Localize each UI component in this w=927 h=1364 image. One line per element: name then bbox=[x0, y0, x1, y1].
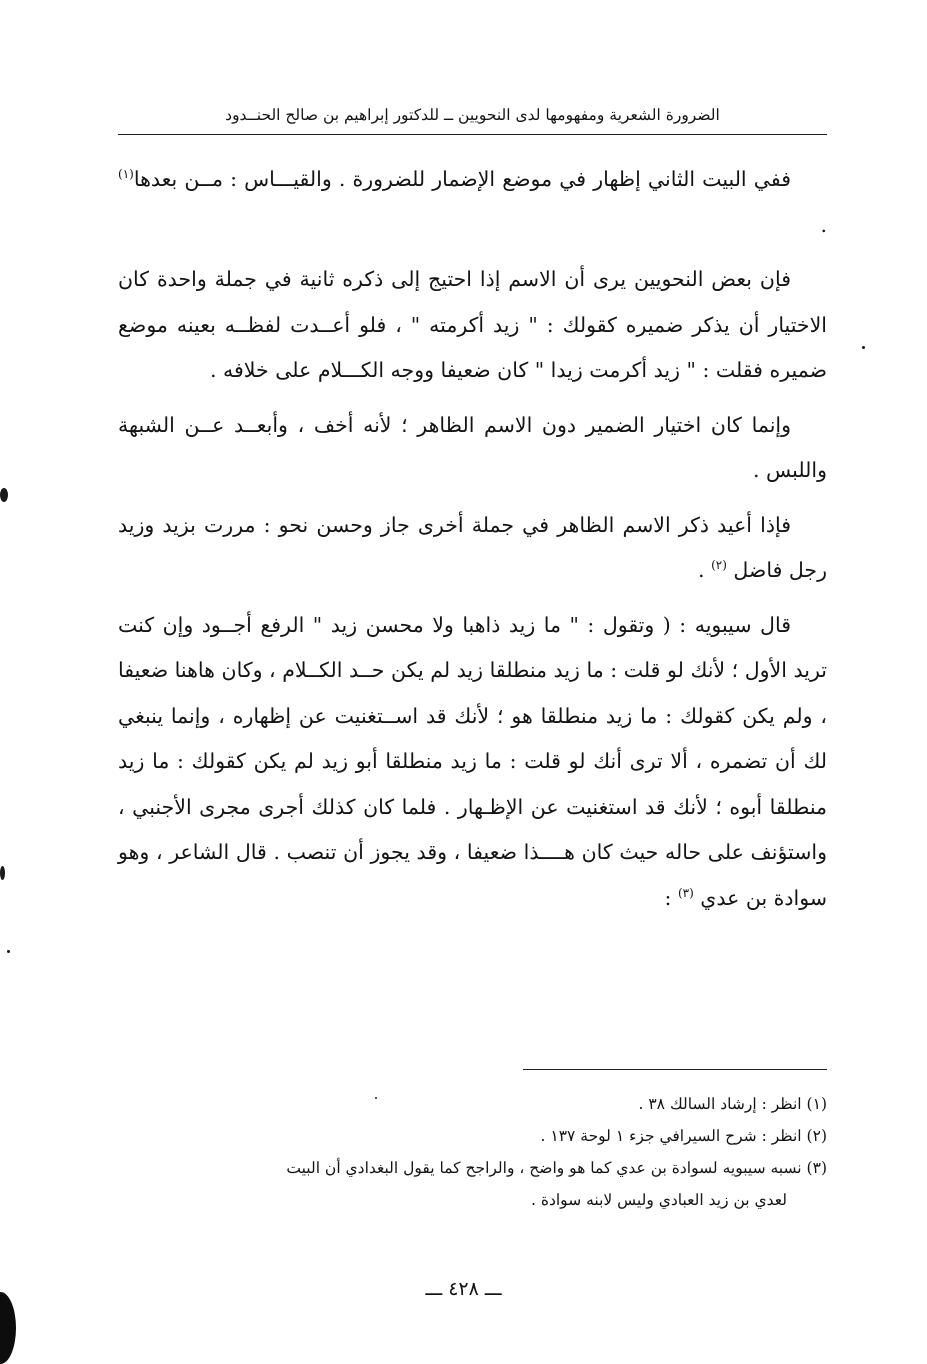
main-text bbox=[118, 157, 827, 930]
paragraph-tail: . bbox=[820, 212, 827, 237]
footnote-ref[interactable]: (١) bbox=[118, 167, 134, 182]
scan-speck bbox=[862, 346, 865, 349]
paragraph-1 bbox=[118, 157, 827, 248]
scan-speck bbox=[7, 950, 10, 953]
paragraph-text: قال سيبويه : ( وتقول : " ما زيد ذاهبا ولا محسن زيد " الرفع أجــود وإن كنت تريد الأول ؛ لأنك لو قلت : ما زيد منطلقا زيد لم يكن حــد الكــلام ، وكان هاهنا ضعيفا ، ولم يكن كقولك : ما زيد منطلقا هو ؛ لأنك قد اســتغنيت عن إظهاره ، وإنما ينبغي لك أن تضمره ، ألا ترى أنك لو قلت : ما زيد منطلقا أبو زيد لم يكن كقولك : ما زيد منطلقا أبوه ؛ لأنك قد استغنيت عن الإظـهار . فلما كان كذلك أجرى مجرى الأجنبي ، واستؤنف على حاله حيث كان هــــذا ضعيفا ، وقد يجوز أن تنصب . قال الشاعر ، وهو سوادة بن عدي bbox=[118, 612, 827, 910]
paragraph-2 bbox=[118, 257, 827, 394]
footnote-text: انظر : إرشاد السالك ٣٨ . bbox=[638, 1095, 802, 1113]
footnote-number: (٢) bbox=[806, 1127, 827, 1145]
footnote-3 bbox=[118, 1152, 827, 1216]
paragraph-tail: . bbox=[698, 558, 712, 582]
footnote-number: (٣) bbox=[806, 1159, 827, 1177]
scan-speck bbox=[0, 488, 8, 502]
scan-edge-shadow bbox=[0, 1292, 16, 1364]
header-divider bbox=[118, 134, 827, 135]
page-number: ـــ ٤٢٨ ـــ bbox=[425, 1278, 502, 1300]
paragraph-text: وإنما كان اختيار الضمير دون الاسم الظاهر ؛ لأنه أخف ، وأبعــد عــن الشبهة واللبس . bbox=[118, 412, 827, 482]
paragraph-tail: : bbox=[664, 885, 678, 910]
footnote-divider bbox=[523, 1069, 827, 1070]
footnote-text: نسبه سيبويه لسوادة بن عدي كما هو واضح ، والراجح كما يقول البغدادي أن البيت bbox=[286, 1159, 802, 1177]
footnote-ref[interactable]: (٣) bbox=[677, 885, 694, 900]
footnotes bbox=[118, 1088, 827, 1216]
scan-speck bbox=[0, 866, 5, 880]
paragraph-text: ففي البيت الثاني إظهار في موضع الإضمار للضرورة . والقيـــاس : مــن بعدها bbox=[133, 167, 791, 191]
footnote-continuation: لعدي بن زيد العبادي وليس لابنه سوادة . bbox=[531, 1191, 787, 1209]
footnote-ref[interactable]: (٢) bbox=[711, 558, 727, 573]
running-header: الضرورة الشعرية ومفهومها لدى النحويين ــ للدكتور إبراهيم بن صالح الحنــدود bbox=[225, 106, 720, 124]
scan-speck bbox=[375, 1097, 377, 1099]
footnote-1 bbox=[118, 1088, 827, 1120]
paragraph-3 bbox=[118, 403, 827, 494]
paragraph-text: فإن بعض النحويين يرى أن الاسم إذا احتيج إلى ذكره ثانية في جملة واحدة كان الاختيار أن يذكر ضميره كقولك : " زيد أكرمته " ، فلو أعــدت لفظــه بعينه موضع ضميره فقلت : " زيد أكرمت زيدا " كان ضعيفا ووجه الكـــلام على خلافه . bbox=[118, 267, 827, 382]
paragraph-4 bbox=[118, 503, 827, 594]
footnote-2 bbox=[118, 1120, 827, 1152]
paragraph-5 bbox=[118, 603, 827, 922]
paragraph-text: فإذا أعيد ذكر الاسم الظاهر في جملة أخرى جاز وحسن نحو : مررت بزيد وزيد رجل فاضل bbox=[118, 512, 827, 582]
footnote-number: (١) bbox=[806, 1095, 827, 1113]
footnote-text: انظر : شرح السيرافي جزء ١ لوحة ١٣٧ . bbox=[540, 1127, 802, 1145]
